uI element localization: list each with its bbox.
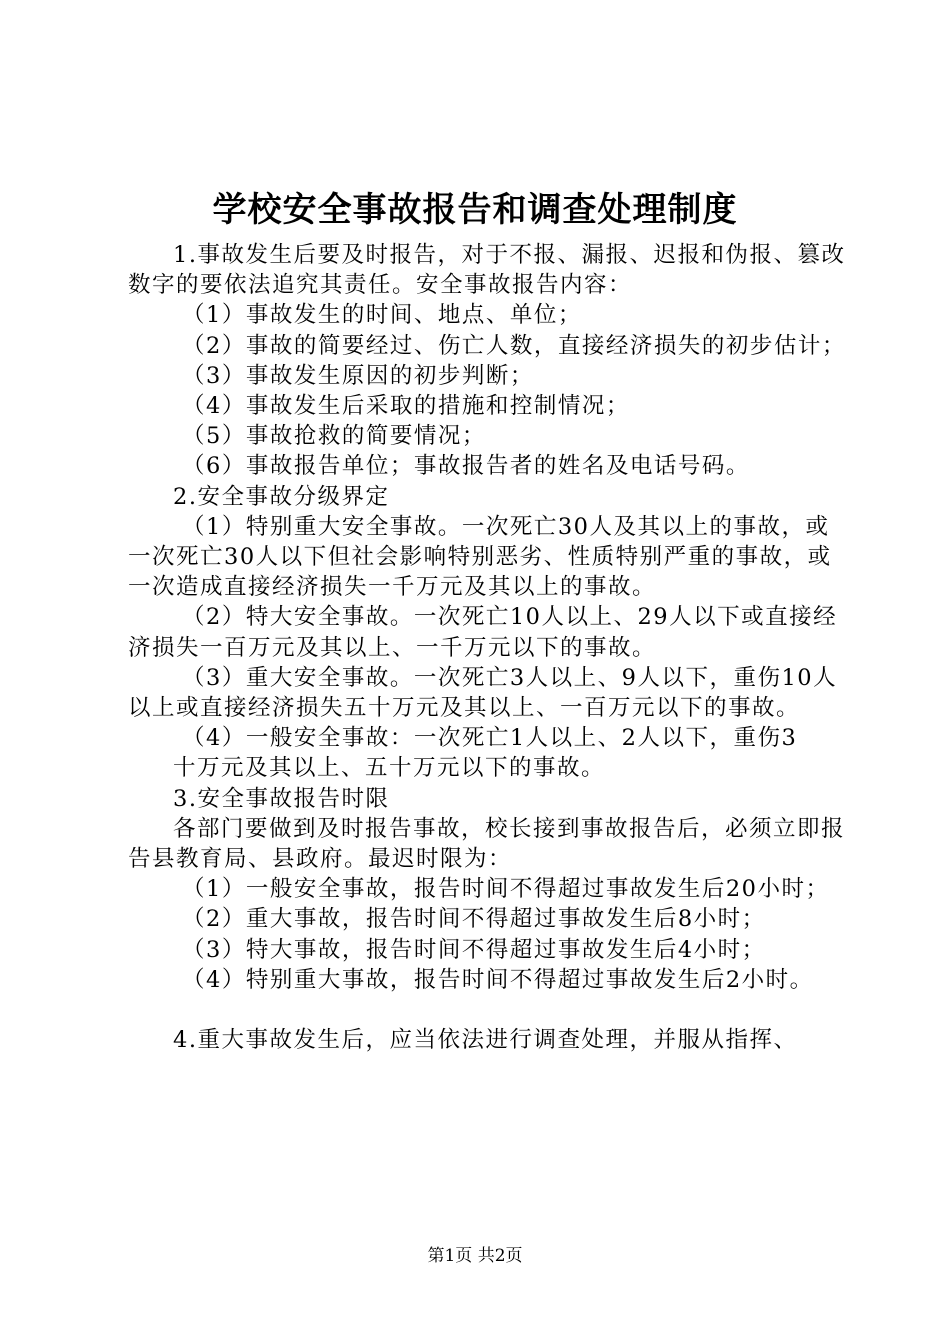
body-paragraph: 各部门要做到及时报告事故，校长接到事故报告后，必须立即报告县教育局、县政府。最迟时限为：	[128, 815, 846, 873]
body-paragraph: 十万元及其以上、五十万元以下的事故。	[173, 755, 606, 782]
body-paragraph: 3.安全事故报告时限	[173, 785, 390, 812]
page-footer: 第1页 共2页	[427, 1246, 523, 1266]
body-paragraph: （1）特别重大安全事故。一次死亡30人及其以上的事故，或一次死亡30人以下但社会影响特别恶劣、性质特别严重的事故，或一次造成直接经济损失一千万元及其以上的事故。	[128, 513, 832, 601]
body-paragraph: 1.事故发生后要及时报告，对于不报、漏报、迟报和伪报、篡改数字的要依法追究其责任。安全事故报告内容：	[128, 242, 846, 299]
body-paragraph: （4）事故发生后采取的措施和控制情况；	[182, 393, 630, 420]
body-paragraph: （4）特别重大事故，报告时间不得超过事故发生后2小时。	[182, 966, 814, 993]
body-paragraph: （2）重大事故，报告时间不得超过事故发生后8小时；	[182, 906, 766, 933]
body-paragraph: （3）特大事故，报告时间不得超过事故发生后4小时；	[182, 936, 766, 963]
body-paragraph: 2.安全事故分级界定	[173, 483, 390, 510]
body-paragraph: 4.重大事故发生后，应当依法进行调查处理，并服从指挥、	[173, 1027, 798, 1054]
document-body	[128, 240, 850, 1055]
blank-line	[128, 995, 850, 1025]
body-paragraph: （3）重大安全事故。一次死亡3人以上、9人以下，重伤10人以上或直接经济损失五十万元及其以上、一百万元以下的事故。	[128, 664, 838, 722]
body-paragraph: （5）事故抢救的简要情况；	[182, 423, 486, 450]
body-paragraph: （1）事故发生的时间、地点、单位；	[182, 302, 582, 329]
body-paragraph: （4）一般安全事故：一次死亡1人以上、2人以下，重伤3	[182, 725, 798, 752]
document-title: 学校安全事故报告和调查处理制度	[212, 190, 738, 230]
body-paragraph: （6）事故报告单位；事故报告者的姓名及电话号码。	[182, 453, 750, 480]
body-paragraph: （2）特大安全事故。一次死亡10人以上、29人以下或直接经济损失一百万元及其以上、一千万元以下的事故。	[128, 604, 838, 661]
body-paragraph: （2）事故的简要经过、伤亡人数，直接经济损失的初步估计；	[182, 332, 846, 359]
body-paragraph: （1）一般安全事故，报告时间不得超过事故发生后20小时；	[182, 876, 830, 903]
body-paragraph: （3）事故发生原因的初步判断；	[182, 362, 534, 389]
